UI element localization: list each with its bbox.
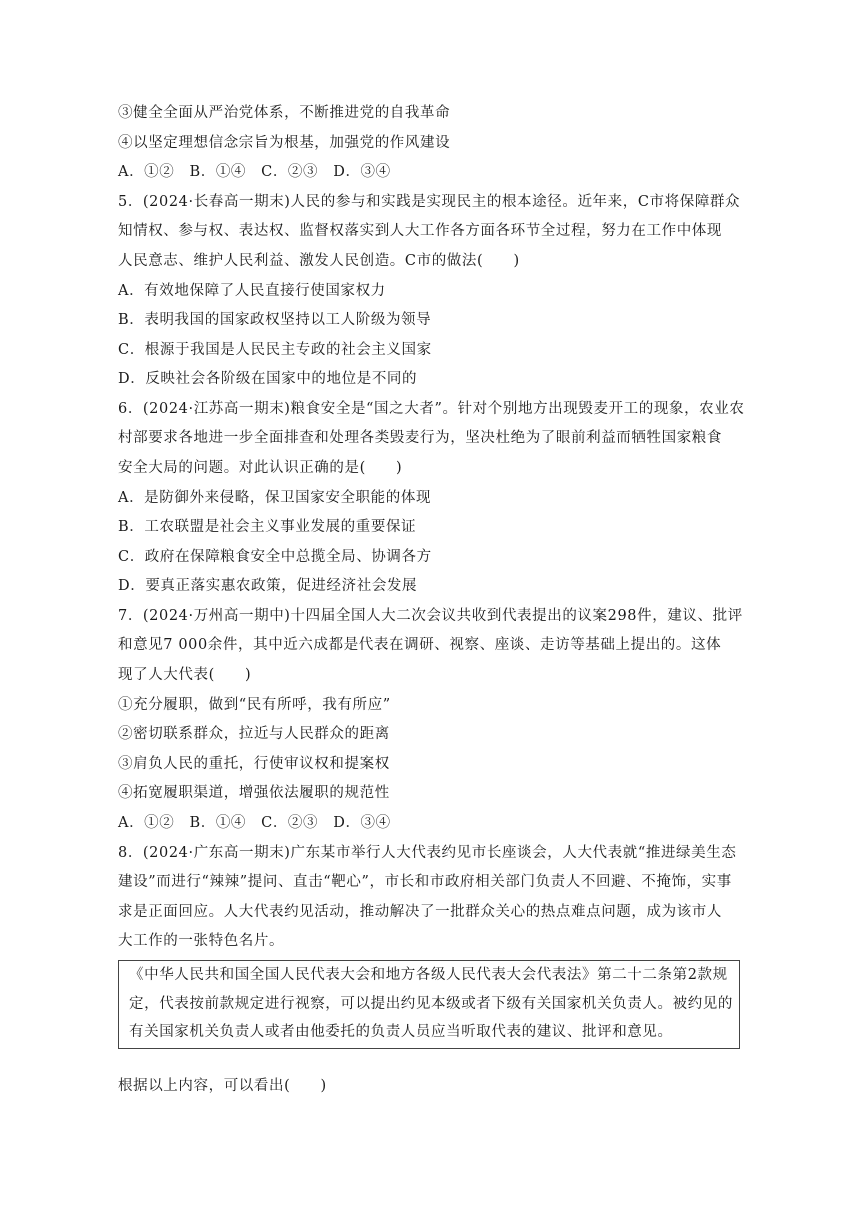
option-line: ④以坚定理想信念宗旨为根基，加强党的作风建设	[118, 135, 451, 151]
answer-choices: A．①② B．①④ C．②③ D．③④	[118, 815, 391, 831]
question-6-text: 6．(2024·江苏高一期末)粮食安全是“国之大者”。针对个别地方出现毁麦开工的现象，农业农	[118, 401, 745, 417]
option-line: ④拓宽履职渠道，增强依法履职的规范性	[118, 785, 390, 801]
question-6-text: 安全大局的问题。对此认识正确的是( )	[118, 460, 403, 476]
question-7-text: 现了人大代表( )	[118, 667, 252, 683]
question-7-text: 7．(2024·万州高一期中)十四届全国人大二次会议共收到代表提出的议案298件，建议、批评	[118, 608, 743, 624]
law-quote-box	[118, 960, 740, 1049]
question-8-prompt: 根据以上内容，可以看出( )	[118, 1078, 327, 1094]
choice-a: A．是防御外来侵略，保卫国家安全职能的体现	[118, 490, 432, 506]
quote-line: 定，代表按前款规定进行视察，可以提出约见本级或者下级有关国家机关负责人。被约见的	[129, 996, 733, 1012]
question-5-text: 5．(2024·长春高一期末)人民的参与和实践是实现民主的根本途径。近年来，C市将保障群众	[118, 194, 741, 210]
question-8-text: 8．(2024·广东高一期末)广东某市举行人大代表约见市长座谈会，人大代表就“推进绿美生态	[118, 845, 737, 861]
choice-b: B．工农联盟是社会主义事业发展的重要保证	[118, 519, 417, 535]
quote-line: 有关国家机关负责人或者由他委托的负责人员应当听取代表的建议、批评和意见。	[129, 1024, 673, 1040]
question-8-text: 求是正面回应。人大代表约见活动，推动解决了一批群众关心的热点难点问题，成为该市人	[118, 904, 722, 920]
choice-d: D．反映社会各阶级在国家中的地位是不同的	[118, 371, 418, 387]
question-8-text: 大工作的一张特色名片。	[118, 933, 285, 949]
answer-choices: A．①② B．①④ C．②③ D．③④	[118, 164, 391, 180]
choice-c: C．根源于我国是人民民主专政的社会主义国家	[118, 342, 432, 358]
question-8-text: 建设”而进行“辣辣”提问、直击“靶心”，市长和市政府相关部门负责人不回避、不掩饰，实事	[118, 874, 732, 890]
option-line: ①充分履职，做到“民有所呼，我有所应”	[118, 697, 391, 713]
question-6-text: 村部要求各地进一步全面排查和处理各类毁麦行为，坚决杜绝为了眼前利益而牺牲国家粮食	[118, 430, 722, 446]
question-5-text: 知情权、参与权、表达权、监督权落实到人大工作各方面各环节全过程，努力在工作中体现	[118, 223, 722, 239]
quote-line: 《中华人民共和国全国人民代表大会和地方各级人民代表大会代表法》第二十二条第2款规	[129, 967, 728, 983]
option-line: ③健全全面从严治党体系，不断推进党的自我革命	[118, 105, 451, 121]
option-line: ③肩负人民的重托，行使审议权和提案权	[118, 756, 390, 772]
question-7-text: 和意见7 000余件，其中近六成都是代表在调研、视察、座谈、走访等基础上提出的。这体	[118, 637, 722, 653]
choice-d: D．要真正落实惠农政策，促进经济社会发展	[118, 578, 418, 594]
option-line: ②密切联系群众，拉近与人民群众的距离	[118, 726, 390, 742]
choice-c: C．政府在保障粮食安全中总揽全局、协调各方	[118, 549, 432, 565]
choice-b: B．表明我国的国家政权坚持以工人阶级为领导	[118, 312, 432, 328]
choice-a: A．有效地保障了人民直接行使国家权力	[118, 283, 386, 299]
question-5-text: 人民意志、维护人民利益、激发人民创造。C市的做法( )	[118, 253, 520, 269]
